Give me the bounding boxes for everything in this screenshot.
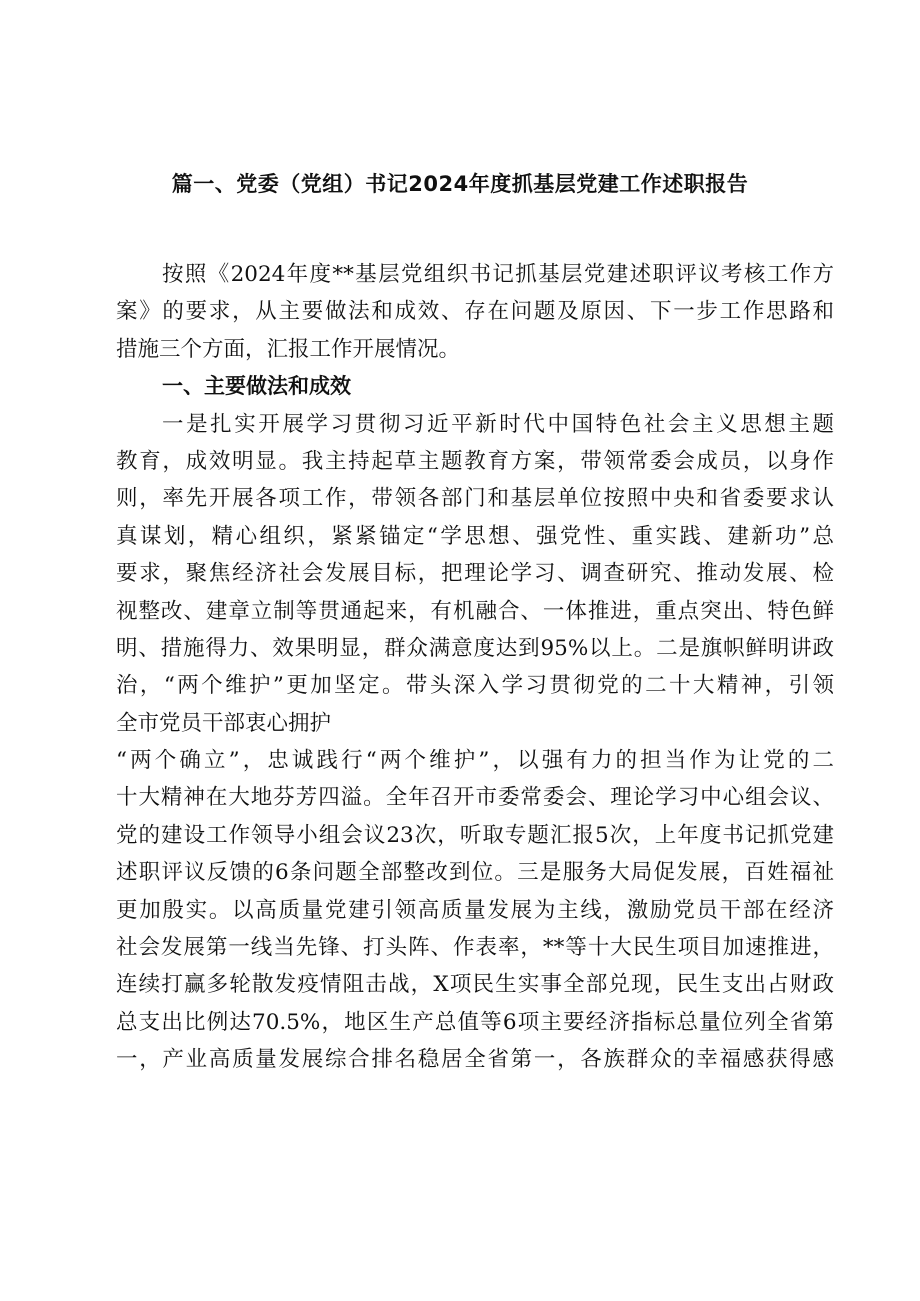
paragraph-line: 明、措施得力、效果明显，群众满意度达到95%以上。二是旗帜鲜明讲政 xyxy=(116,635,834,661)
paragraph-line: 教育，成效明显。我主持起草主题教育方案，带领常委会成员，以身作 xyxy=(116,448,834,474)
paragraph-line: 总支出比例达70.5%，地区生产总值等6项主要经济指标总量位列全省第 xyxy=(116,1009,834,1035)
document-title: 篇一、党委（党组）书记2024年度抓基层党建工作述职报告 xyxy=(171,172,749,196)
paragraph-line: 党的建设工作领导小组会议23次，听取专题汇报5次，上年度书记抓党建 xyxy=(116,822,834,848)
paragraph-line: 一是扎实开展学习贯彻习近平新时代中国特色社会主义思想主题 xyxy=(162,411,834,437)
paragraph-line: 则，率先开展各项工作，带领各部门和基层单位按照中央和省委要求认 xyxy=(116,486,834,512)
paragraph-line: 连续打赢多轮散发疫情阻击战，X项民生实事全部兑现，民生支出占财政 xyxy=(116,972,834,998)
section-heading: 一、主要做法和成效 xyxy=(162,374,351,399)
paragraph-line: 社会发展第一线当先锋、打头阵、作表率，**等十大民生项目加速推进， xyxy=(116,935,834,961)
paragraph-line: 要求，聚焦经济社会发展目标，把理论学习、调查研究、推动发展、检 xyxy=(116,561,834,587)
paragraph-line: 更加殷实。以高质量党建引领高质量发展为主线，激励党员干部在经济 xyxy=(116,897,834,923)
paragraph-line: 治，“两个维护”更加坚定。带头深入学习贯彻党的二十大精神，引领 xyxy=(116,673,834,699)
paragraph-line: 措施三个方面，汇报工作开展情况。 xyxy=(116,336,461,362)
document-body xyxy=(116,256,834,1079)
paragraph-line: 十大精神在大地芬芳四溢。全年召开市委常委会、理论学习中心组会议、 xyxy=(116,785,834,811)
paragraph-line: 视整改、建章立制等贯通起来，有机融合、一体推进，重点突出、特色鲜 xyxy=(116,598,834,624)
paragraph-line: 按照《2024年度**基层党组织书记抓基层党建述职评议考核工作方 xyxy=(162,262,834,287)
paragraph-line: 全市党员干部衷心拥护 xyxy=(116,710,332,736)
paragraph-line: 案》的要求，从主要做法和成效、存在问题及原因、下一步工作思路和 xyxy=(116,299,834,325)
paragraph-line: “两个确立”，忠诚践行“两个维护”，以强有力的担当作为让党的二 xyxy=(116,748,834,774)
paragraph-line: 真谋划，精心组织，紧紧锚定“学思想、强党性、重实践、建新功”总 xyxy=(116,523,834,549)
paragraph-line: 述职评议反馈的6条问题全部整改到位。三是服务大局促发展，百姓福祉 xyxy=(116,860,834,886)
paragraph-line: 一，产业高质量发展综合排名稳居全省第一，各族群众的幸福感获得感 xyxy=(116,1047,834,1073)
